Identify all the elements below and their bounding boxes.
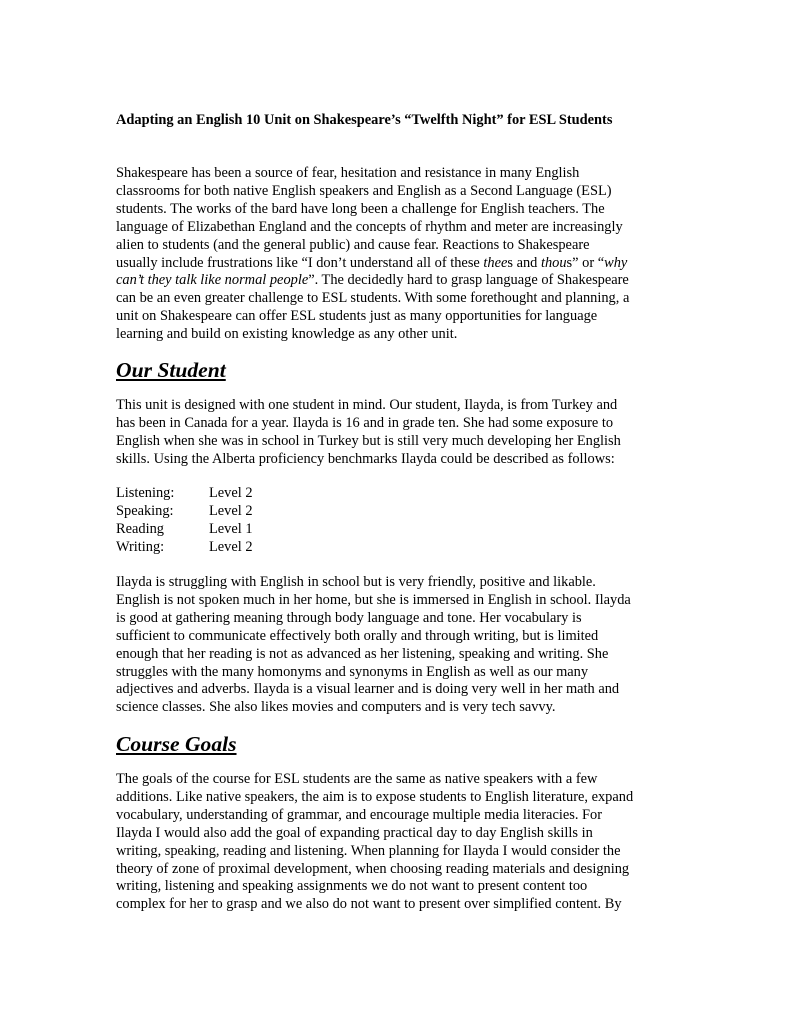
description-line: enough that her reading is not as advanced as her listening, speaking and writing. She [116, 645, 609, 662]
quote-italic-why: why [604, 254, 628, 271]
intro-paragraph [116, 165, 676, 344]
description-line: is good at gathering meaning through body language and tone. Her vocabulary is [116, 609, 582, 626]
student-line: skills. Using the Alberta proficiency benchmarks Ilayda could be described as follows: [116, 450, 615, 467]
goals-line: additions. Like native speakers, the aim is to expose students to English literature, expand [116, 788, 634, 805]
skill-label: Speaking: [116, 502, 174, 519]
description-line: sufficient to communicate effectively both orally and through writing, but is limited [116, 627, 599, 644]
quote-italic-phrase: can’t they talk like normal people [116, 272, 309, 289]
intro-line: Shakespeare has been a source of fear, hesitation and resistance in many English [116, 165, 580, 181]
intro-line: can be an even greater challenge to ESL students. With some forethought and planning, a [116, 290, 630, 307]
student-line: This unit is designed with one student in mind. Our student, Ilayda, is from Turkey and [116, 397, 618, 413]
intro-line: learning and build on existing knowledge as any other unit. [116, 326, 458, 343]
skill-label: Writing: [116, 538, 165, 555]
intro-line: classrooms for both native English speakers and English as a Second Language (ESL) [116, 182, 612, 199]
student-paragraph [116, 397, 676, 469]
student-description-paragraph [116, 574, 676, 717]
goals-line: vocabulary, understanding of grammar, and encourage multiple media literacies. For [116, 806, 602, 823]
intro-line: students. The works of the bard have long been a challenge for English teachers. The [116, 200, 605, 217]
proficiency-levels-list [116, 485, 253, 557]
skill-label: Listening: [116, 485, 175, 501]
section-heading-course-goals: Course Goals [116, 732, 237, 756]
quote-text: usually include frustrations like “I don’t understand all of these [116, 254, 484, 271]
section-heading-our-student: Our Student [116, 358, 226, 382]
proficiency-row-writing [116, 539, 253, 557]
intro-line-quote [116, 255, 676, 273]
document-title: Adapting an English 10 Unit on Shakespeare’s “Twelfth Night” for ESL Students [116, 112, 613, 128]
goals-line: complex for her to grasp and we also do not want to present over simplified content. By [116, 896, 622, 913]
description-line: Ilayda is struggling with English in school but is very friendly, positive and likable. [116, 574, 596, 590]
goals-line: Ilayda I would also add the goal of expanding practical day to day English skills in [116, 824, 593, 841]
intro-line-quote-end [116, 272, 676, 290]
goals-line: theory of zone of proximal development, when choosing reading materials and designing [116, 860, 630, 877]
goals-paragraph [116, 771, 676, 914]
intro-line: unit on Shakespeare can offer ESL students just as many opportunities for language [116, 308, 598, 325]
description-line: science classes. She also likes movies and computers and is very tech savvy. [116, 699, 556, 716]
skill-label: Reading [116, 520, 164, 537]
description-line: adjectives and adverbs. Ilayda is a visual learner and is doing very well in her math and [116, 681, 620, 698]
goals-line: The goals of the course for ESL students are the same as native speakers with a few [116, 771, 598, 787]
quote-text: ”. The decidedly hard to grasp language of Shakespeare [308, 272, 629, 289]
level-value: Level 2 [209, 538, 253, 555]
level-value: Level 2 [209, 502, 253, 519]
goals-line: writing, listening and speaking assignments we do not want to present content too [116, 878, 588, 895]
proficiency-row-listening [116, 485, 253, 503]
intro-line: language of Elizabethan England and the concepts of rhythm and meter are increasingly [116, 218, 623, 235]
goals-line: writing, speaking, reading and listening. When planning for Ilayda I would consider the [116, 842, 621, 859]
quote-italic-thee: thee [483, 254, 508, 271]
description-line: struggles with the many homonyms and synonyms in English as well as our many [116, 663, 589, 680]
level-value: Level 1 [209, 520, 253, 537]
level-value: Level 2 [209, 485, 253, 501]
description-line: English is not spoken much in her home, but she is immersed in English in school. Ilayda [116, 591, 631, 608]
quote-text: s and [507, 254, 541, 271]
proficiency-row-reading [116, 521, 253, 539]
intro-line: alien to students (and the general public) and cause fear. Reactions to Shakespeare [116, 236, 590, 253]
proficiency-row-speaking [116, 503, 253, 521]
student-line: has been in Canada for a year. Ilayda is 16 and in grade ten. She had some exposure to [116, 414, 614, 431]
quote-italic-thou: thou [540, 254, 567, 271]
quote-text: s” or “ [566, 254, 605, 271]
student-line: English when she was in school in Turkey but is still very much developing her English [116, 432, 621, 449]
